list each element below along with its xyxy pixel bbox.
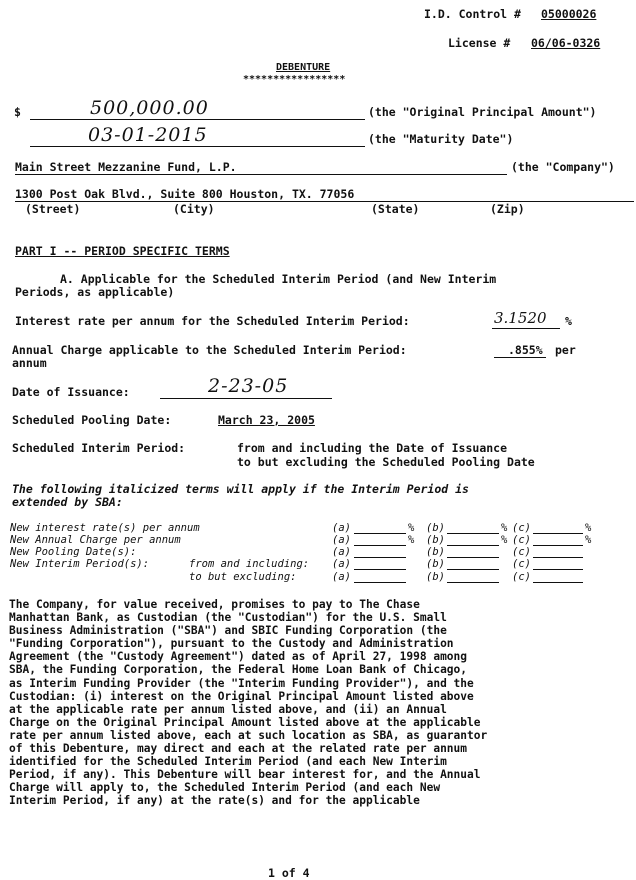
body-line: Charge on the Original Principal Amount listed above at the applicable bbox=[9, 715, 481, 729]
extension-pct-sign: % bbox=[408, 534, 415, 546]
address-city-caption: (City) bbox=[173, 202, 215, 216]
body-line: SBA, the Funding Corporation, the Federal Home Loan Bank of Chicago, bbox=[9, 663, 468, 677]
extension-blank-line bbox=[533, 582, 583, 583]
annual-charge-annum: annum bbox=[12, 356, 47, 370]
id-control-label: I.D. Control # bbox=[424, 7, 521, 21]
title-stars: ***************** bbox=[243, 74, 346, 85]
interim-period-line2: to but excluding the Scheduled Pooling Date bbox=[237, 455, 535, 469]
address-state-caption: (State) bbox=[371, 202, 420, 216]
body-line: Agreement (the "Custody Agreement") dated as of April 27, 1998 among bbox=[9, 650, 468, 664]
extension-blank-line bbox=[533, 533, 583, 534]
maturity-label: (the "Maturity Date") bbox=[368, 132, 514, 146]
dollar-sign: $ bbox=[14, 105, 21, 119]
extension-pct-sign: % bbox=[501, 522, 508, 534]
new-annual-charge-label: New Annual Charge per annum bbox=[10, 534, 181, 546]
page-number: 1 of 4 bbox=[268, 866, 310, 880]
issuance-value: 2-23-05 bbox=[208, 375, 289, 397]
license-label: License # bbox=[448, 36, 511, 50]
extension-col-a-label: (a) bbox=[332, 522, 351, 534]
body-line: identified for the Scheduled Interim Period (and each New Interim bbox=[9, 755, 447, 769]
extension-blank-line bbox=[447, 533, 499, 534]
body-line: at the applicable rate per annum listed above, and (ii) an Annual bbox=[9, 702, 447, 716]
extension-col-c-label: (c) bbox=[512, 546, 531, 558]
extension-blank-line bbox=[354, 557, 406, 558]
issuance-label: Date of Issuance: bbox=[12, 385, 130, 399]
address-line: 1300 Post Oak Blvd., Suite 800 Houston, TX. 77056 bbox=[15, 187, 355, 201]
extension-blank-line bbox=[354, 545, 406, 546]
extension-col-b-label: (b) bbox=[426, 534, 445, 546]
company-label: (the "Company") bbox=[511, 160, 615, 174]
extension-col-a-label: (a) bbox=[332, 546, 351, 558]
extension-pct-sign: % bbox=[585, 534, 592, 546]
extension-blank-line bbox=[447, 545, 499, 546]
body-line: rate per annum listed above, each at such location as SBA, as guarantor bbox=[9, 728, 488, 742]
extension-col-c-label: (c) bbox=[512, 571, 531, 583]
body-line: Manhattan Bank, as Custodian (the "Custodian") for the U.S. Small bbox=[9, 611, 447, 625]
extension-blank-line bbox=[533, 557, 583, 558]
body-line: of this Debenture, may direct and each at the related rate per annum bbox=[9, 742, 468, 756]
extension-pct-sign: % bbox=[501, 534, 508, 546]
body-line: Business Administration ("SBA") and SBIC Funding Corporation (the bbox=[9, 624, 447, 638]
extended-heading-line2: extended by SBA: bbox=[12, 495, 123, 509]
maturity-handwritten: 03-01-2015 bbox=[88, 124, 208, 146]
extension-blank-line bbox=[354, 569, 406, 570]
body-line: Interim Period, if any) at the rate(s) and for the applicable bbox=[9, 794, 420, 808]
interest-rate-line bbox=[492, 328, 560, 329]
annual-charge-per: per bbox=[555, 343, 576, 357]
id-control-value: 05000026 bbox=[541, 7, 597, 21]
new-interim-period-label: New Interim Period(s): bbox=[10, 558, 150, 570]
from-including-label: from and including: bbox=[189, 558, 310, 570]
extension-blank-line bbox=[354, 582, 406, 583]
extension-blank-line bbox=[447, 569, 499, 570]
new-interest-rate-label: New interest rate(s) per annum bbox=[10, 522, 200, 534]
body-paragraph bbox=[9, 598, 634, 808]
extension-blank-line bbox=[447, 557, 499, 558]
interim-period-label: Scheduled Interim Period: bbox=[12, 441, 186, 455]
body-line: "Funding Corporation"), pursuant to the Custody and Administration bbox=[9, 637, 454, 651]
body-line: as Interim Funding Provider (the "Interim Funding Provider"), and the bbox=[9, 676, 474, 690]
extended-heading-line1: The following italicized terms will apply if the Interim Period is bbox=[12, 482, 469, 496]
extension-pct-sign: % bbox=[408, 522, 415, 534]
address-street-caption: (Street) bbox=[25, 202, 81, 216]
extension-col-a-label: (a) bbox=[332, 534, 351, 546]
part1-heading: PART I -- PERIOD SPECIFIC TERMS bbox=[15, 244, 230, 258]
license-value: 06/06-0326 bbox=[531, 36, 601, 50]
company-line bbox=[15, 174, 507, 175]
body-line: Charge will apply to, the Scheduled Interim Period (and each New bbox=[9, 781, 441, 795]
section-a-line2: Periods, as applicable) bbox=[15, 285, 175, 299]
address-zip-caption: (Zip) bbox=[490, 202, 525, 216]
pooling-date-value: March 23, 2005 bbox=[218, 413, 315, 427]
extension-col-c-label: (c) bbox=[512, 522, 531, 534]
extension-col-c-label: (c) bbox=[512, 534, 531, 546]
extension-col-a-label: (a) bbox=[332, 571, 351, 583]
extension-blank-line bbox=[447, 582, 499, 583]
extension-col-b-label: (b) bbox=[426, 546, 445, 558]
principal-line bbox=[30, 119, 365, 120]
annual-charge-label: Annual Charge applicable to the Scheduled Interim Period: bbox=[12, 343, 407, 357]
pooling-date-label: Scheduled Pooling Date: bbox=[12, 413, 172, 427]
extension-col-b-label: (b) bbox=[426, 558, 445, 570]
principal-handwritten: 500,000.00 bbox=[90, 97, 209, 119]
extension-col-b-label: (b) bbox=[426, 522, 445, 534]
body-line: The Company, for value received, promises to pay to The Chase bbox=[9, 598, 420, 611]
address-line-rule bbox=[15, 201, 634, 202]
extension-pct-sign: % bbox=[585, 522, 592, 534]
annual-charge-line bbox=[494, 357, 546, 358]
interim-period-line1: from and including the Date of Issuance bbox=[237, 441, 508, 455]
principal-label: (the "Original Principal Amount") bbox=[368, 105, 597, 119]
document-title: DEBENTURE bbox=[276, 62, 331, 73]
extension-col-c-label: (c) bbox=[512, 558, 531, 570]
annual-charge-value: .855% bbox=[508, 343, 543, 357]
company-name: Main Street Mezzanine Fund, L.P. bbox=[15, 160, 237, 174]
extension-col-b-label: (b) bbox=[426, 571, 445, 583]
body-line: Period, if any). This Debenture will bear interest for, and the Annual bbox=[9, 768, 481, 782]
new-pooling-date-label: New Pooling Date(s): bbox=[10, 546, 137, 558]
extension-blank-line bbox=[533, 569, 583, 570]
extension-col-a-label: (a) bbox=[332, 558, 351, 570]
extension-blank-line bbox=[354, 533, 406, 534]
body-line: Custodian: (i) interest on the Original Principal Amount listed above bbox=[9, 689, 474, 703]
interest-rate-value: 3.1520 bbox=[494, 309, 547, 327]
interest-rate-label: Interest rate per annum for the Scheduled Interim Period: bbox=[15, 314, 410, 328]
issuance-line bbox=[160, 398, 332, 399]
extension-blank-line bbox=[533, 545, 583, 546]
section-a-line1: A. Applicable for the Scheduled Interim Period (and New Interim bbox=[60, 272, 497, 286]
to-excluding-label: to but excluding: bbox=[189, 571, 297, 583]
interest-rate-pct: % bbox=[565, 314, 572, 328]
maturity-line bbox=[30, 146, 365, 147]
